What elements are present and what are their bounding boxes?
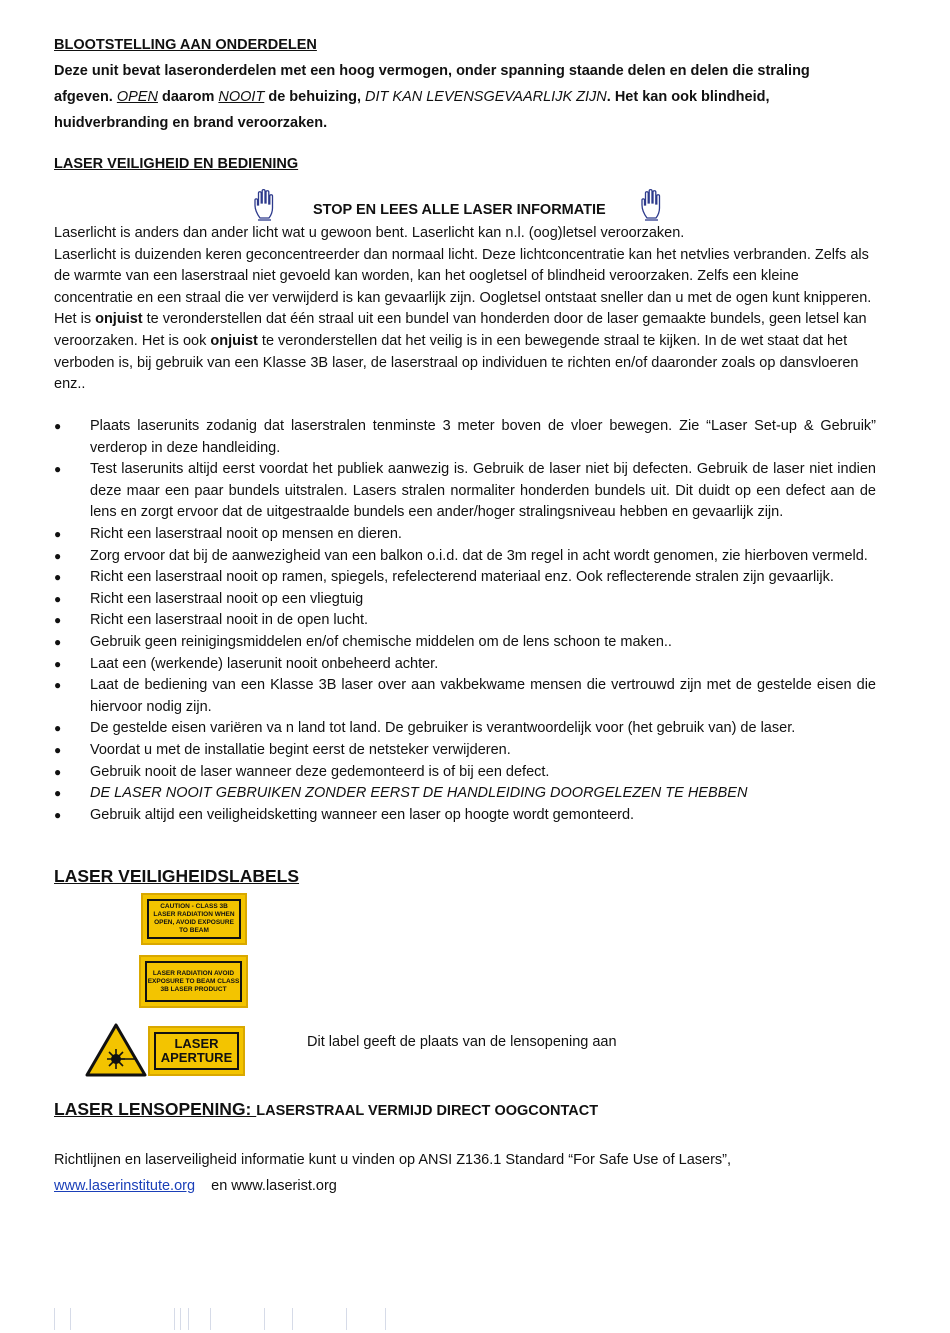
list-item: [54, 589, 876, 611]
exposure-line-3: huidverbranding en brand veroorzaken.: [54, 115, 328, 131]
para-text: Laserlicht is duizenden keren geconcentreerder dan normaal licht. Deze lichtconcentratie kan het netvlies verbranden. Zelfs als de warmte van een laserstraal niet gevoeld kan worden, kan het oogletsel of blindheid veroorzaken. Zelfs een kleine concentratie en een straal die ver verwijderd is kan gevaarlijk zijn. Oogletsel ontstaat sneller dan u met de ogen kunt knipperen. Het is: [54, 246, 872, 328]
exposure-text: afgeven.: [54, 89, 117, 105]
caution-label-text: CAUTION - CLASS 3B LASER RADIATION WHEN OPEN, AVOID EXPOSURE TO BEAM: [147, 899, 241, 939]
list-item: [54, 783, 876, 805]
bullet-text: Richt een laserstraal nooit op een vliegtuig: [90, 590, 364, 607]
laser-info-para-1: Laserlicht is anders dan ander licht wat u gewoon bent. Laserlicht kan n.l. (oog)letsel veroorzaken.: [54, 225, 685, 241]
onjuist-emphasis: onjuist: [210, 332, 258, 349]
exposure-heading: BLOOTSTELLING AAN ONDERDELEN: [54, 37, 317, 53]
open-emphasis: OPEN: [116, 89, 158, 105]
bullet-text: Richt een laserstraal nooit op ramen, spiegels, refelecterend materiaal enz. Ook reflecterende stralen zijn gevaarlijk.: [90, 569, 834, 586]
guidelines-footer: [54, 1147, 876, 1199]
stop-banner: [54, 188, 876, 222]
lens-opening-subtitle: LASERSTRAAL VERMIJD DIRECT OOGCONTACT: [256, 1103, 599, 1119]
bullet-dot: ●: [54, 656, 62, 671]
bullet-text: Zorg ervoor dat bij de aanwezigheid van een balkon o.i.d. dat de 3m regel in acht wordt genomen, zie hierboven vermeld.: [90, 547, 868, 564]
bullet-dot: ●: [54, 613, 62, 628]
bullet-text: Plaats laserunits zodanig dat laserstralen tenminste 3 meter boven de vloer bewegen. Zie “Laser Set-up & Gebruik” verderop in deze handleiding.: [90, 418, 876, 456]
bullet-text: Gebruik geen reinigingsmiddelen en/of chemische middelen om de lens schoon te maken..: [90, 633, 672, 650]
list-item: [54, 546, 876, 568]
bullet-dot: ●: [54, 764, 62, 779]
bullet-dot: ●: [54, 807, 62, 822]
list-item: [54, 654, 876, 676]
hand-stop-icon: [639, 188, 667, 222]
bullet-dot: ●: [54, 591, 62, 606]
lens-opening-title: LASER LENSOPENING:: [54, 1099, 257, 1119]
laser-info-text: [54, 223, 876, 396]
onjuist-emphasis: onjuist: [95, 311, 143, 328]
laserinstitute-link[interactable]: www.laserinstitute.org: [54, 1178, 196, 1194]
guidelines-text: Richtlijnen en laserveiligheid informatie kunt u vinden op ANSI Z136.1 Standard “For Safe Use of Lasers”,: [54, 1152, 732, 1168]
lens-opening-heading: [54, 1099, 598, 1120]
list-item: [54, 459, 876, 524]
laser-info-para-2: [54, 245, 876, 396]
bullet-text: Test laserunits altijd eerst voordat het publiek aanwezig is. Gebruik de laser niet bij defecten. Gebruik de laser niet indien deze maar een paar bundels uitstralen. Lasers stralen normaliter honderden bundels uit. Dit duidt op een defect aan de lens en zorgt ervoor dat de uitgestraalde bundels een ander/hoger stralingsniveau hebben en gevaarlijk zijn.: [90, 461, 876, 521]
list-item: [54, 675, 876, 718]
list-item: [54, 610, 876, 632]
bullet-text: Laat een (werkende) laserunit nooit onbeheerd achter.: [90, 655, 439, 672]
bullet-dot: ●: [54, 742, 62, 757]
stop-read-text: STOP EN LEES ALLE LASER INFORMATIE: [313, 202, 606, 218]
exposure-text: daarom: [157, 89, 219, 105]
laser-safety-heading: LASER VEILIGHEID EN BEDIENING: [54, 156, 299, 172]
list-item: [54, 416, 876, 459]
list-item: [54, 805, 876, 827]
exposure-section: [54, 32, 876, 136]
laser-warning-triangle-icon: [85, 1023, 147, 1077]
bullet-dot: ●: [54, 462, 62, 477]
bullet-dot: ●: [54, 419, 62, 433]
safety-bullet-list: [54, 416, 876, 826]
para-text: te veronderstellen dat het veilig is in een bewegende straal te kijken. In de wet staat dat het verboden is, bij gebruik van een Klasse 3B laser, de laserstraal op individuen te richten en/of daaronder zoals op dansvloeren enz..: [54, 332, 859, 393]
laserist-text: en www.laserist.org: [195, 1178, 337, 1194]
bullet-text: Richt een laserstraal nooit in de open lucht.: [90, 612, 369, 629]
bullet-dot: ●: [54, 548, 62, 563]
list-item: [54, 740, 876, 762]
list-item: [54, 718, 876, 740]
danger-emphasis: DIT KAN LEVENSGEVAARLIJK ZIJN: [365, 89, 607, 105]
list-item: [54, 762, 876, 784]
exposure-text: de behuizing,: [264, 89, 366, 105]
bullet-dot: ●: [54, 570, 62, 585]
para-text: te veronderstellen dat één straal uit een bundel van honderden door de laser gemaakte bundels, geen letsel kan veroorzaken. Het is ook: [54, 311, 867, 349]
bullet-dot: ●: [54, 526, 62, 541]
laser-radiation-label: [139, 955, 248, 1008]
bullet-text: Gebruik nooit de laser wanneer deze gedemonteerd is of bij een defect.: [90, 763, 550, 780]
aperture-note: Dit label geeft de plaats van de lensopening aan: [307, 1034, 617, 1050]
list-item: [54, 524, 876, 546]
guidelines-links: [54, 1173, 876, 1199]
exposure-line-2: [54, 84, 876, 110]
exposure-text: . Het kan ook blindheid,: [606, 89, 770, 105]
bullet-text: Laat de bediening van een Klasse 3B laser over aan vakbekwame mensen die vertrouwd zijn met de gestelde eisen die hiervoor nodig zijn.: [90, 677, 876, 715]
scan-marks: [0, 1308, 950, 1333]
bullet-dot: ●: [54, 721, 62, 736]
bullet-dot: ●: [54, 678, 62, 693]
bullet-text: DE LASER NOOIT GEBRUIKEN ZONDER EERST DE HANDLEIDING DOORGELEZEN TE HEBBEN: [90, 785, 748, 802]
bullet-dot: ●: [54, 786, 62, 801]
list-item: [54, 567, 876, 589]
safety-labels-heading: LASER VEILIGHEIDSLABELS: [54, 866, 300, 886]
caution-class3b-label: [141, 893, 247, 945]
laser-aperture-label: [148, 1026, 245, 1076]
bullet-text: Gebruik altijd een veiligheidsketting wanneer een laser op hoogte wordt gemonteerd.: [90, 806, 635, 823]
radiation-label-text: LASER RADIATION AVOID EXPOSURE TO BEAM CLASS 3B LASER PRODUCT: [145, 961, 242, 1002]
exposure-line-1: Deze unit bevat laseronderdelen met een hoog vermogen, onder spanning staande delen en delen die straling: [54, 63, 810, 79]
aperture-label-text: LASER APERTURE: [154, 1032, 239, 1070]
list-item: [54, 632, 876, 654]
bullet-text: Richt een laserstraal nooit op mensen en dieren.: [90, 525, 402, 542]
bullet-text: Voordat u met de installatie begint eerst de netsteker verwijderen.: [90, 741, 511, 758]
bullet-text: De gestelde eisen variëren va n land tot land. De gebruiker is verantwoordelijk voor (het gebruik van) de laser.: [90, 720, 796, 737]
bullet-dot: ●: [54, 634, 62, 649]
nooit-emphasis: NOOIT: [218, 89, 265, 105]
hand-stop-icon: [252, 188, 280, 222]
